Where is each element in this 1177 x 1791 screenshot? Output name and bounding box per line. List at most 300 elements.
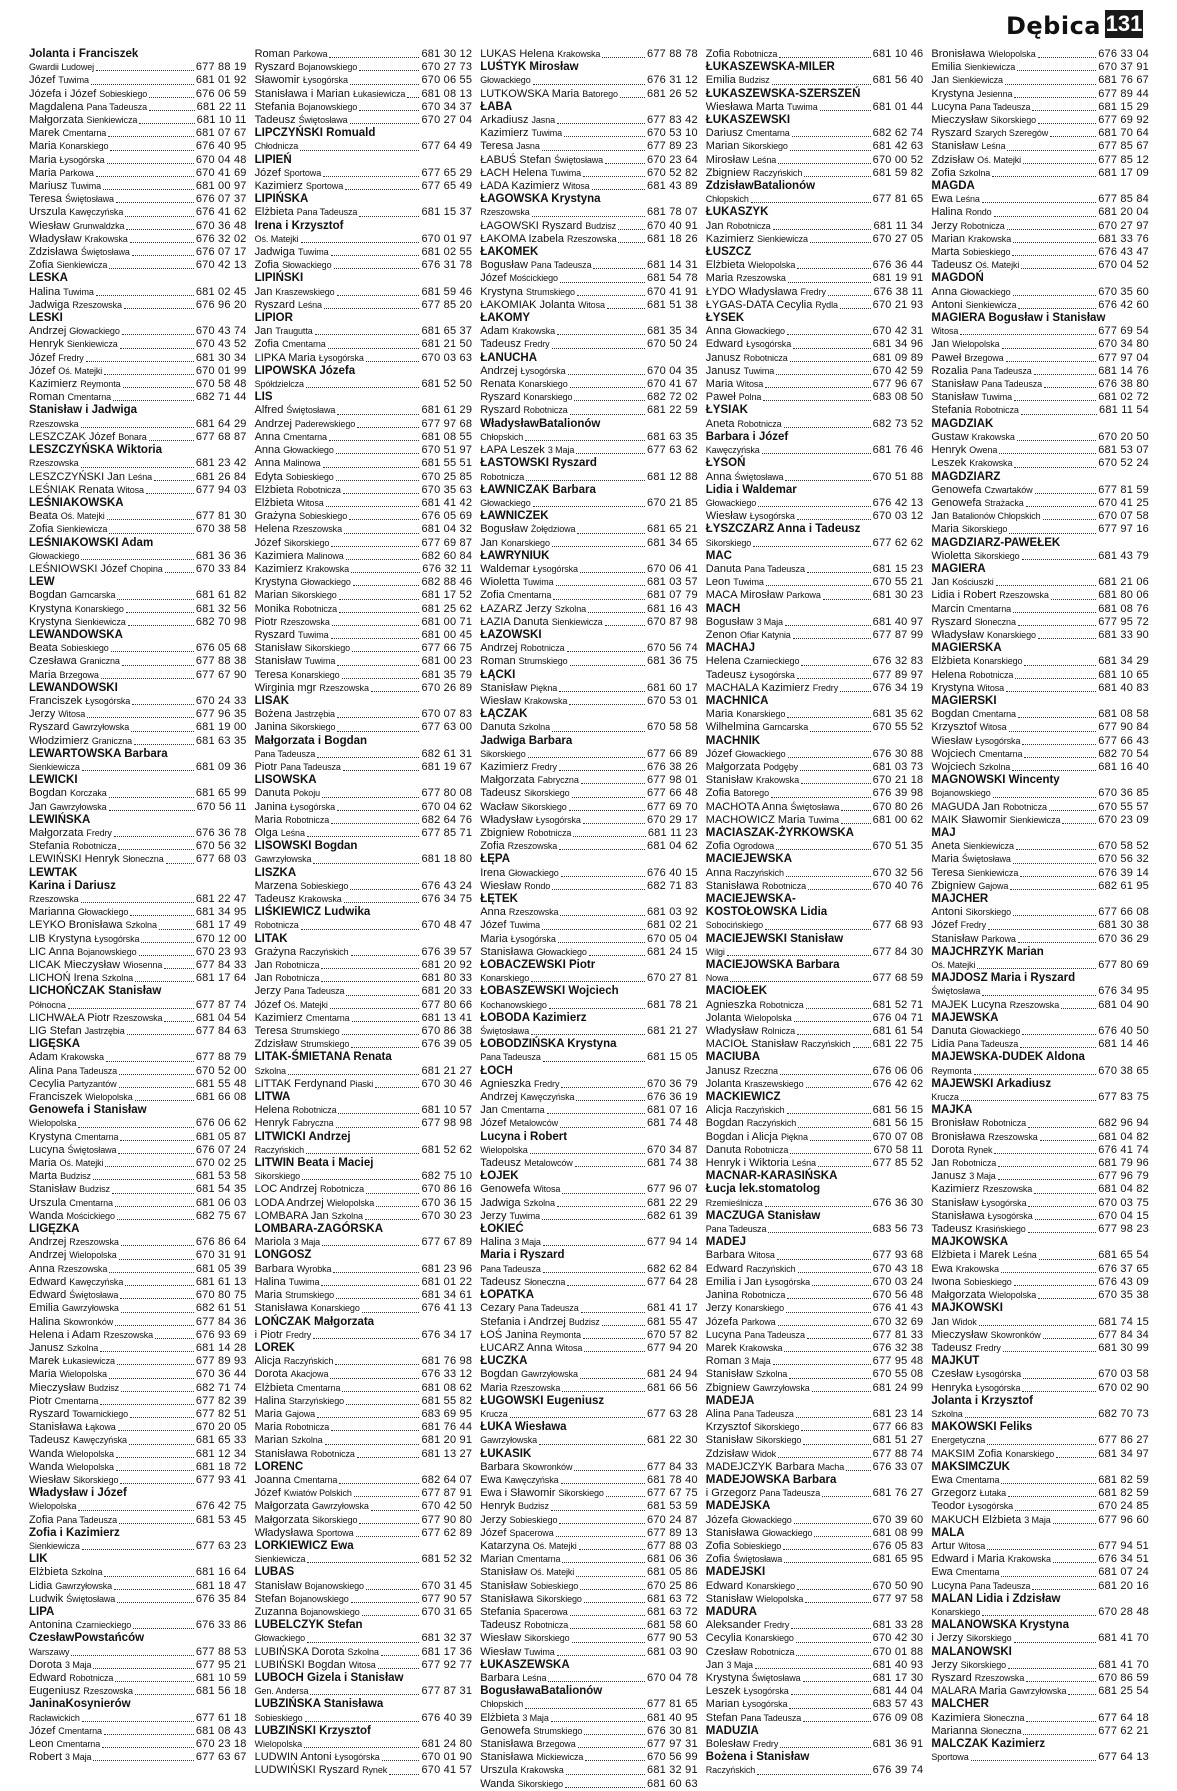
entry-name: Elżbieta [254,206,294,219]
entry-street: Krakowska [524,695,568,706]
directory-entry [255,1170,473,1183]
leader-dots [780,1747,870,1748]
phone-number: 681 34 61 [421,1289,473,1302]
entry-name: Marian [254,1434,289,1447]
phone-number: 670 06 55 [421,74,473,87]
entry-street: Sienkiewicza [74,616,126,627]
entry-street: Leśna [297,299,322,310]
leader-dots [321,1285,419,1286]
leader-dots [765,929,871,930]
phone-number: 676 42 62 [872,1077,924,1090]
leader-dots [335,1364,419,1365]
directory-entry [480,286,698,299]
entry-street: Konarskiego [480,973,530,984]
heading-text: MAJDOSZ Maria i Ryszard [931,972,1076,985]
entry-heading [480,510,698,523]
entry-name: Jerzy [931,219,958,232]
entry-street: Witosa [296,497,324,508]
leader-dots [727,955,871,956]
entry-heading [706,312,924,325]
phone-number: 676 36 78 [195,826,247,839]
entry-name: Helena [931,668,967,681]
directory-entry [480,140,698,153]
directory-entry [29,1183,247,1196]
phone-number: 682 62 84 [647,1262,698,1275]
phone-number: 681 17 52 [421,589,473,602]
phone-number: 681 16 64 [195,1566,247,1579]
entry-name: Waldemar [480,562,530,575]
directory-entry [255,827,473,840]
entry-street: Parkowa [786,590,821,601]
phone-number: 670 07 08 [872,1130,924,1143]
leader-dots [352,1021,420,1022]
heading-text: MADEJOWSKA Barbara [705,1473,837,1486]
leader-dots [155,1338,194,1339]
directory-entry [255,853,473,866]
entry-name: Teresa [254,1025,288,1038]
entry-name: Ewa [931,1262,953,1275]
entry-name: Andrzej [29,1249,67,1262]
leader-dots [1049,810,1096,811]
leader-dots [552,546,645,547]
directory-entry [706,1104,924,1117]
heading-text: LISOWSKA [254,774,317,787]
entry-street: Oś. Matejki [59,1158,104,1169]
entry-name: Tadeusz [480,1157,522,1170]
entry-heading [480,1012,698,1025]
leader-dots [371,691,420,692]
entry-name: LEŚNIOWSKI Józef [29,562,127,575]
directory-entry [255,629,473,642]
phone-number: 677 63 00 [421,721,473,734]
entry-heading [706,1395,924,1408]
leader-dots [359,216,419,217]
directory-entry [255,167,473,180]
phone-number: 681 04 54 [195,1011,247,1024]
entry-street: Cmentarna [62,128,107,139]
phone-number: 682 64 76 [421,813,473,826]
heading-text: MAJEWSKA-DUDEK Aldona [931,1051,1085,1064]
phone-number: 681 76 67 [1098,74,1149,87]
phone-number: 676 31 78 [421,259,473,272]
directory-entry [931,101,1149,114]
leader-dots [345,189,419,190]
entry-street: Kosynierów [65,1698,131,1711]
entry-heading [480,193,698,206]
heading-text: Jolanta i Franciszek [29,48,139,60]
entry-street: Wielopolska [254,1739,303,1749]
entry-name: Paweł [931,351,962,364]
directory-entry [480,682,698,695]
heading-text: MALA [931,1526,965,1539]
entry-heading [931,312,1149,325]
phone-number: 681 08 76 [1098,602,1149,615]
leader-dots [359,110,419,111]
phone-number: 681 03 57 [647,576,698,589]
heading-text: LITAK-ŚMIETANA Renata [254,1051,392,1064]
leader-dots [569,704,645,705]
phone-number: 677 88 03 [647,1539,698,1552]
directory-entry [931,616,1149,629]
phone-number: 681 56 15 [872,1104,924,1117]
leader-dots [588,612,645,613]
entry-name: Maria [254,1289,283,1302]
phone-number: 676 43 24 [421,879,473,892]
entry-name: Barbara [705,1249,745,1262]
leader-dots [803,1721,870,1722]
phone-number: 677 83 42 [647,114,698,127]
directory-entry [706,1712,924,1725]
leader-dots [344,533,419,534]
entry-street: Cmentarna [293,1474,338,1485]
directory-entry [255,761,473,774]
entry-name: Grzegorz [931,1487,977,1500]
entry-street: Łysogórska [975,1369,1021,1380]
phone-number: 670 35 60 [1098,285,1149,298]
entry-name: Ewa [931,1473,953,1486]
entry-street: Leśna [752,154,777,165]
entry-street: Łysogórska [975,1382,1021,1393]
entry-name: Andrzej [480,364,518,377]
directory-entry [255,101,473,114]
entry-street: Czarnieckiego [743,656,800,667]
phone-number: 670 31 45 [421,1579,473,1592]
entry-street: Rzeszowska [72,299,122,310]
directory-entry [931,457,1149,470]
entry-name: Henryk i Wiktoria [705,1157,789,1170]
directory-entry [931,1197,1149,1210]
phone-number: 676 09 08 [872,1711,924,1724]
entry-name: ŁAGOWSKI Ryszard [480,219,583,232]
leader-dots [331,638,420,639]
directory-entry [29,127,247,140]
entry-heading [931,1395,1149,1408]
phone-number: 670 41 69 [195,166,247,179]
entry-name: Ryszard [480,391,521,404]
leader-dots [351,572,420,573]
directory-entry [255,1408,473,1421]
entry-street: Sikorskiego [755,1435,802,1446]
entry-name: Zofia [254,259,280,272]
entry-street: Konarskiego [523,392,573,403]
leader-dots [788,282,871,283]
entry-heading [255,1051,473,1064]
directory-entry [931,444,1149,457]
heading-text: Lidia i Waldemar [705,483,797,496]
directory-entry [255,286,473,299]
entry-name: MACIOŁ Stanisław [705,1038,799,1051]
entry-name: Zbigniew [705,166,750,179]
phone-number: 676 39 98 [872,787,924,800]
directory-entry [255,1183,473,1196]
entry-street: Głowackiego [735,748,786,759]
entry-name: Leon [29,1738,54,1750]
directory-entry [706,1593,924,1606]
phone-number: 681 20 91 [421,1434,473,1447]
heading-text: MACKIEWICZ [705,1091,781,1104]
directory-entry [255,708,473,721]
entry-name: Zofia [705,1553,731,1566]
phone-number: 670 58 52 [1098,840,1149,853]
phone-number: 676 38 26 [647,760,698,773]
directory-entry [480,1593,698,1606]
heading-text: ŁAWRYNIUK [480,549,550,562]
phone-number: 681 06 03 [195,1196,247,1209]
entry-name: Iwona [931,1275,961,1288]
leader-dots [796,1655,870,1656]
leader-dots [1008,1496,1096,1497]
phone-number: 677 90 53 [647,1632,698,1645]
entry-name: Antoni [931,298,963,311]
leader-dots [330,1008,420,1009]
leader-dots [1001,1576,1096,1577]
phone-number: 681 36 36 [195,549,247,562]
heading-text: LIGĘSKA [29,1038,81,1051]
entry-heading [255,1725,473,1738]
phone-number: 681 08 58 [1098,708,1149,721]
entry-name: Kazimierz [705,232,755,245]
entry-street: Piękna [530,682,558,693]
directory-entry [706,1698,924,1711]
leader-dots [109,1272,194,1273]
phone-number: 681 11 34 [873,219,924,232]
entry-street: Krakowska [739,1342,783,1353]
leader-dots [822,1496,871,1497]
leader-dots [1007,229,1097,230]
entry-street: Witosa [117,484,144,495]
entry-heading [931,1078,1149,1091]
directory-entry [480,1580,698,1593]
entry-name: Marian [931,232,965,245]
entry-name: Zofia [705,840,731,853]
entry-name: Stanisława i Marian [254,87,350,100]
directory-entry [931,1408,1149,1421]
entry-name: Tadeusz [705,668,747,681]
phone-number: 681 10 65 [1098,668,1149,681]
entry-street: Sienkiewicza [757,233,808,244]
entry-street: Robotnicza [285,1422,330,1433]
entry-name: Barbara [254,1262,294,1275]
entry-name: Franciszek [29,1091,83,1104]
phone-number: 670 57 82 [647,1328,698,1341]
leader-dots [1068,1694,1096,1695]
entry-street: Bojanowskiego [77,946,137,957]
directory-entry [29,1091,247,1104]
phone-number: 681 34 29 [1098,655,1149,668]
directory-entry [255,642,473,655]
phone-number: 681 56 15 [872,1117,924,1130]
entry-name: LUBIŃSKA Dorota [254,1645,345,1658]
leader-dots [803,1444,870,1445]
entry-heading [29,312,247,325]
entry-name: Tadeusz [480,1275,522,1288]
phone-number: 681 15 29 [1098,100,1149,113]
directory-entry [29,1514,247,1527]
entry-street: Strumskiego [518,656,568,667]
entry-name: Małgorzata [480,774,535,787]
leader-dots [1016,849,1096,850]
entry-heading [480,1038,698,1051]
entry-name: Renata [480,378,516,391]
entry-name: Franciszek [29,694,83,707]
phone-number: 681 21 50 [421,338,473,351]
entry-street: Pana Tadeusza [56,1065,118,1076]
entry-street: Rzeczna [743,1065,778,1076]
directory-entry [931,325,1149,338]
phone-number: 670 04 48 [195,153,247,166]
directory-entry [706,1646,924,1659]
leader-dots [1017,440,1096,441]
heading-text: LEWIŃSKA [29,813,91,826]
heading-text: MADEJSKI [705,1566,766,1579]
entry-name: Wiesław [29,1473,70,1486]
phone-number: 670 27 05 [872,232,924,245]
phone-number: 681 02 45 [195,285,247,298]
leader-dots [1022,1391,1096,1392]
leader-dots [846,1470,871,1471]
directory-entry [931,404,1149,417]
phone-number: 681 65 54 [1098,1249,1149,1262]
entry-name: Genowefa [931,496,982,509]
directory-entry [255,299,473,312]
phone-number: 676 41 74 [1098,1143,1149,1156]
directory-entry [931,840,1149,853]
entry-street: Cmentarna [955,1474,1000,1485]
entry-name: Małgorzata [931,1289,986,1302]
directory-entry [706,1764,924,1777]
phone-number: 677 87 99 [872,628,924,641]
entry-name: Elżbieta [254,1381,294,1394]
entry-name: MAKSIM Zofia [931,1447,1003,1460]
leader-dots [996,585,1097,586]
leader-dots [559,1523,645,1524]
entry-street: Szkolna [101,973,134,984]
leader-dots [979,1325,1097,1326]
entry-heading [706,431,924,444]
entry-heading [480,1685,698,1698]
entry-name: LUDWIŃSKI Ryszard [254,1764,360,1777]
leader-dots [566,1774,645,1775]
phone-number: 681 11 23 [647,826,698,839]
directory-entry [29,167,247,180]
entry-street: Pana Tadeusza [705,1224,767,1235]
phone-number: 670 34 37 [421,100,473,113]
entry-heading [255,1131,473,1144]
entry-name: Maria [29,153,57,166]
entry-name: Genowefa [931,483,982,496]
directory-entry [480,471,698,484]
entry-name: Anna [29,1262,55,1275]
directory-entry [706,101,924,114]
leader-dots [751,202,871,203]
entry-street: Łysogórska [510,933,556,944]
entry-street: Sportowa [931,1752,969,1763]
entry-name: Wojciech [931,760,976,773]
directory-entry [29,74,247,87]
entry-heading [29,880,247,893]
phone-number: 681 74 48 [647,1117,698,1130]
entry-heading [706,1170,924,1183]
entry-name: Bronisław [931,1117,980,1130]
entry-name: Emilia i Jan [705,1275,763,1288]
entry-street: Rondo [965,207,992,218]
directory-entry [29,1025,247,1038]
entry-name: Grażyna [254,945,297,958]
entry-street: Sikorskiego [290,722,336,733]
entry-name: Edward [29,1671,67,1684]
entry-name: Małgorzata [254,1500,310,1513]
entry-name: Marianna [29,906,75,919]
phone-number: 677 90 84 [1098,721,1149,734]
entry-name: Janusz [931,1170,967,1183]
phone-number: 676 39 57 [421,945,473,958]
directory-entry [29,1131,247,1144]
phone-number: 677 69 54 [1098,325,1149,338]
leader-dots [559,770,645,771]
phone-number: 676 41 13 [421,1302,473,1315]
entry-street: Krasińskiego [975,1224,1026,1235]
directory-entry [29,1448,247,1461]
entry-street: Leśna [1012,1250,1037,1261]
entry-name: Zofia [705,48,731,60]
entry-street: Cmentarna [296,1382,341,1393]
leader-dots [108,136,194,137]
entry-name: Józefa [705,1315,739,1328]
phone-number: 676 41 43 [872,1302,924,1315]
directory-entry [480,497,698,510]
entry-street: Robotnicza [319,1184,364,1195]
entry-name: Danuta [480,721,516,734]
entry-street: Wielopolska [744,1012,792,1023]
entry-street: Robotnicza [285,814,330,825]
phone-number: 670 56 48 [872,1289,924,1302]
directory-entry [931,1223,1149,1236]
phone-number: 670 34 80 [1098,338,1149,351]
directory-entry [931,853,1149,866]
phone-number: 681 34 65 [647,536,698,549]
directory-entry [931,1434,1149,1447]
phone-number: 682 96 94 [1098,1117,1149,1130]
entry-name: Katarzyna [480,1539,530,1552]
entry-street: Robotnicza [310,1448,355,1459]
entry-name: Halina [254,1275,286,1288]
entry-name: Wilhelmina [705,721,760,734]
phone-number: 681 01 22 [421,1275,473,1288]
phone-number: 681 00 97 [195,180,247,193]
leader-dots [165,572,194,573]
directory-entry [29,1249,247,1262]
leader-dots [350,84,420,85]
directory-entry [29,378,247,391]
entry-name: LEŚNIAK Renata [29,483,114,496]
entry-street: Wielopolska [326,1197,375,1208]
entry-name: LITTAK Ferdynand [254,1077,347,1090]
directory-entry [255,1632,473,1645]
entry-street: Malinowa [306,550,344,561]
leader-dots [117,1219,194,1220]
entry-name: Henryk [29,338,64,351]
leader-dots [572,1642,645,1643]
entry-street: Wielopolska [747,260,796,271]
phone-number: 677 94 14 [647,1236,698,1249]
directory-entry [480,206,698,219]
directory-entry [480,1698,698,1711]
phone-number: 676 40 39 [421,1711,473,1724]
entry-name: LUTKOWSKA Maria [480,87,580,100]
directory-entry [706,589,924,602]
entry-street: Gwardii Ludowej [29,62,95,73]
entry-name: Jan [931,338,950,351]
